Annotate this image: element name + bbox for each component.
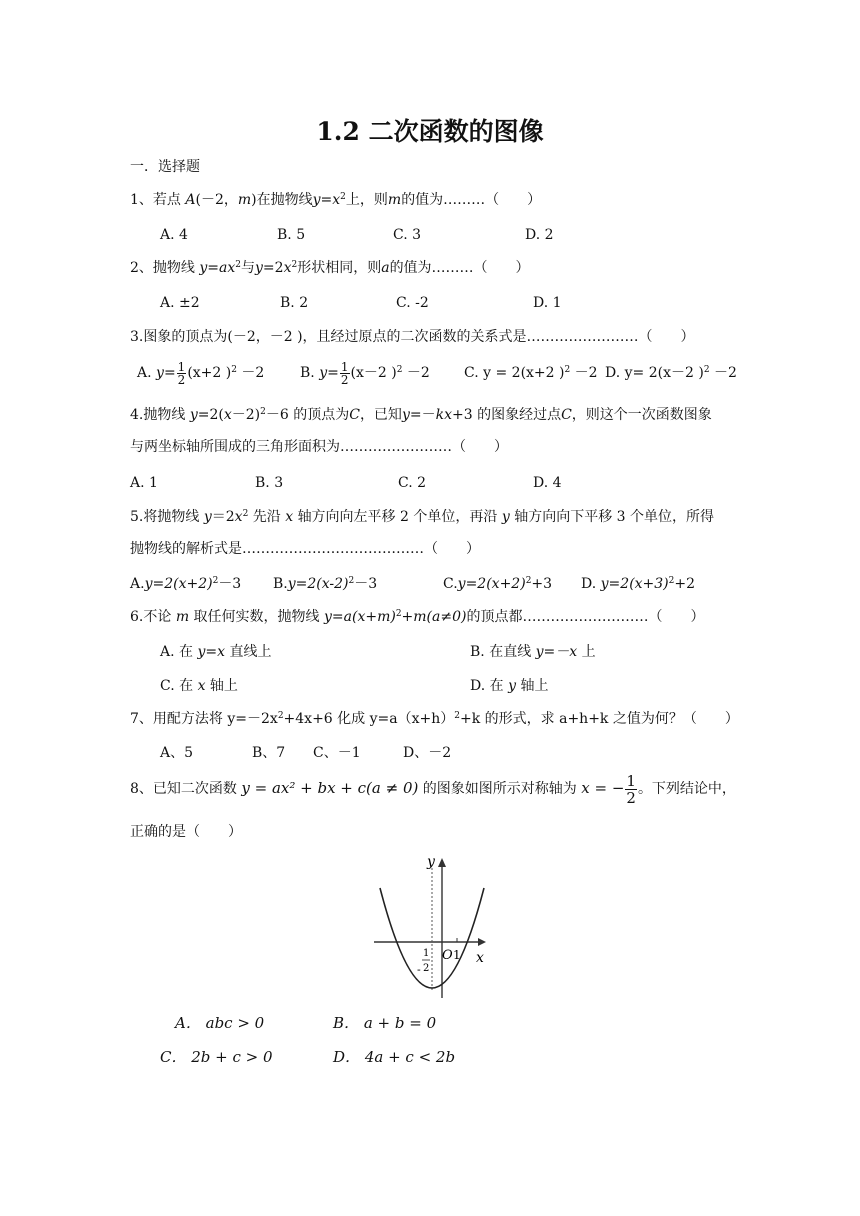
q5-t-b: y xyxy=(203,509,212,525)
q3-a-fraction xyxy=(177,361,187,386)
q4-option-d[interactable]: D. 4 xyxy=(533,475,562,491)
x-axis-label: x xyxy=(476,950,484,966)
q8-d-expr: 4a + c < 2b xyxy=(364,1048,456,1066)
q3-c-sq: 2 xyxy=(564,365,571,375)
q7-option-a[interactable]: A、5 xyxy=(160,745,194,761)
q5-b-sq: 2 xyxy=(348,576,355,586)
q3-b-num: 1 xyxy=(340,359,349,374)
q7-t-d: 2 xyxy=(454,711,460,721)
q5-t-g: x xyxy=(285,509,294,525)
section-heading: 一．选择题 xyxy=(130,159,200,175)
question-8-line-1 xyxy=(130,770,736,807)
q5-c-tail: +3 xyxy=(531,576,553,592)
q7-t-e: +k 的形式，求 a+h+k 之值为何？（ ） xyxy=(459,711,739,727)
q8-t-a: 8、已知二次函数 xyxy=(130,781,237,797)
q4-t-h: C xyxy=(349,407,360,423)
q5-t-d: x xyxy=(234,509,243,525)
q5-a-pre: A. xyxy=(130,576,145,592)
q6-t-d: y=a(x+m) xyxy=(324,609,396,625)
q7-t-c: +4x+6 化成 y=a（x+h） xyxy=(283,711,455,727)
q5-b-tail: －3 xyxy=(354,576,378,592)
q2-option-a[interactable]: A. ±2 xyxy=(160,295,200,311)
q4-t-i: ，已知 xyxy=(359,407,402,423)
q5-t-c: ＝2 xyxy=(211,509,235,525)
parabola-figure xyxy=(360,850,500,1005)
q3-b-den: 2 xyxy=(340,372,349,387)
q5-d-sq: 2 xyxy=(668,576,675,586)
q1-exp: 2 xyxy=(340,192,346,202)
q8-axis-num: 1 xyxy=(626,771,636,790)
q2-text-a: 2、抛物线 xyxy=(130,260,195,276)
question-5-line-1 xyxy=(130,507,714,527)
question-4-line-1 xyxy=(130,405,712,425)
q6-option-a[interactable] xyxy=(160,642,271,662)
q7-option-c[interactable]: C、－1 xyxy=(313,745,361,761)
q8-a-expr: abc > 0 xyxy=(205,1014,265,1032)
q3-b-rest: (x－2 ) xyxy=(350,365,397,381)
q2-var-x: x xyxy=(283,260,292,276)
q5-d-tail: +2 xyxy=(674,576,696,592)
q8-d-label: D． xyxy=(333,1048,361,1066)
q3-a-num: 1 xyxy=(177,359,186,374)
q5-a-sq: 2 xyxy=(212,576,219,586)
q8-c-label: C． xyxy=(160,1048,187,1066)
question-5-line-2: 抛物线的解析式是…………………………………（ ） xyxy=(130,541,480,557)
q3-a-label: A. xyxy=(137,365,152,381)
q3-c-tail: －2 xyxy=(570,365,598,381)
q6-option-b[interactable] xyxy=(470,642,596,662)
q1-option-c[interactable]: C. 3 xyxy=(393,227,422,243)
q3-d-tail: －2 xyxy=(709,365,737,381)
question-7 xyxy=(130,709,739,729)
q8-option-a[interactable] xyxy=(175,1013,264,1033)
q2-text-d: 与 xyxy=(241,260,255,276)
q8-b-label: B． xyxy=(333,1014,360,1032)
q2-exp-1: 2 xyxy=(235,260,241,270)
y-axis-label: y xyxy=(427,854,435,870)
q5-option-b[interactable] xyxy=(273,574,377,594)
q2-var-y: y xyxy=(255,260,263,276)
q6-c-post: 轴上 xyxy=(205,678,238,694)
q6-a-pre: A. 在 xyxy=(160,644,198,660)
q5-c-sq: 2 xyxy=(525,576,532,586)
q3-c-label: C. xyxy=(464,365,479,381)
q4-t-m: +3 的图象经过点 xyxy=(451,407,562,423)
q4-t-a: 4.抛物线 xyxy=(130,407,186,423)
q1-option-b[interactable]: B. 5 xyxy=(277,227,306,243)
q4-option-c[interactable]: C. 2 xyxy=(398,475,427,491)
origin-label: O xyxy=(442,948,453,963)
q3-a-y: y xyxy=(156,365,164,381)
one-label: 1 xyxy=(453,948,461,962)
y-axis-arrow xyxy=(438,858,446,867)
q6-t-a: 6.不论 xyxy=(130,609,172,625)
q3-b-sq: 2 xyxy=(396,365,403,375)
q8-a-label: A． xyxy=(175,1014,201,1032)
q3-option-b[interactable] xyxy=(300,356,430,390)
q1-text-e: )在抛物线 xyxy=(251,192,313,208)
q8-axis-lhs: x = − xyxy=(581,779,625,797)
q5-option-a[interactable] xyxy=(130,574,241,594)
q6-d-var: y xyxy=(508,678,516,694)
q6-option-d[interactable] xyxy=(470,676,548,696)
q5-d-body: y=2(x+3) xyxy=(600,576,669,592)
q6-b-var: y=－x xyxy=(535,644,578,660)
q2-option-d[interactable]: D. 1 xyxy=(533,295,562,311)
question-8-line-2: 正确的是（ ） xyxy=(130,824,242,840)
question-2 xyxy=(130,258,530,278)
q4-t-l: kx xyxy=(435,407,452,423)
q1-var-m: m xyxy=(237,192,252,208)
q2-var-a: a xyxy=(381,260,390,276)
q6-t-b: m xyxy=(175,609,190,625)
q4-t-o: ，则这个一次函数图象 xyxy=(571,407,712,423)
q2-var-yax: y=ax xyxy=(199,260,236,276)
page-title: 1.2 二次函数的图像 xyxy=(316,117,544,146)
q7-option-d[interactable]: D、－2 xyxy=(403,745,452,761)
q4-option-b[interactable]: B. 3 xyxy=(255,475,284,491)
q3-option-c[interactable] xyxy=(464,363,598,383)
q2-option-c[interactable]: C. -2 xyxy=(396,295,429,311)
q6-t-e: 2 xyxy=(395,609,402,619)
q4-t-d: x xyxy=(223,407,232,423)
q3-a-rest: (x+2 ) xyxy=(187,365,232,381)
q4-t-j: y xyxy=(401,407,410,423)
q8-axis-fraction xyxy=(625,773,637,806)
q5-t-h: 轴方向向左平移 2 个单位，再沿 xyxy=(297,509,498,525)
q6-t-g: 的顶点都………………………（ ） xyxy=(466,609,705,625)
q8-option-c[interactable] xyxy=(160,1047,273,1067)
q8-formula: y = ax² + bx + c(a ≠ 0) xyxy=(241,779,419,797)
q4-option-a[interactable]: A. 1 xyxy=(130,475,158,491)
q8-c-expr: 2b + c > 0 xyxy=(191,1048,273,1066)
q4-t-c: =2( xyxy=(197,407,224,423)
q5-b-pre: B. xyxy=(273,576,288,592)
q4-t-k: =－ xyxy=(409,407,436,423)
question-3: 3.图象的顶点为(－2，－2 )，且经过原点的二次函数的关系式是……………………（ ） xyxy=(130,329,695,345)
q6-c-pre: C. 在 xyxy=(160,678,198,694)
q3-a-sq: 2 xyxy=(231,365,237,375)
q3-a-den: 2 xyxy=(177,372,186,387)
q6-c-var: x xyxy=(197,678,206,694)
q4-t-f: 2 xyxy=(260,407,266,417)
q6-t-f: +m(a≠0) xyxy=(401,609,467,625)
q3-a-tail: －2 xyxy=(236,365,265,381)
question-6 xyxy=(130,607,704,627)
q8-b-expr: a + b = 0 xyxy=(363,1014,437,1032)
neg-half-sign: - xyxy=(417,963,421,976)
q5-b-body: y=2(x-2) xyxy=(287,576,349,592)
q5-option-c[interactable] xyxy=(443,574,552,594)
q7-t-b: 2 xyxy=(277,711,284,721)
question-4-line-2: 与两坐标轴所围成的三角形面积为……………………（ ） xyxy=(130,439,508,455)
q8-t-b: 的图象如图所示对称轴为 xyxy=(422,781,577,797)
q3-d-sq: 2 xyxy=(703,365,710,375)
q6-b-pre: B. 在直线 xyxy=(470,644,536,660)
q6-b-post: 上 xyxy=(577,644,596,660)
q6-option-c[interactable] xyxy=(160,676,238,696)
q4-t-n: C xyxy=(561,407,572,423)
q6-a-post: 直线上 xyxy=(225,644,272,660)
q4-t-e: －2) xyxy=(231,407,261,423)
q1-option-d[interactable]: D. 2 xyxy=(525,227,554,243)
q3-b-label: B. xyxy=(300,365,315,381)
q8-option-d[interactable] xyxy=(333,1047,455,1067)
q6-a-var: y=x xyxy=(197,644,226,660)
q8-t-c: 。下列结论中， xyxy=(637,781,736,797)
q1-option-a[interactable]: A. 4 xyxy=(160,227,188,243)
q5-t-j: 轴方向向下平移 3 个单位，所得 xyxy=(514,509,715,525)
q1-text-a: 1、若点 xyxy=(130,192,181,208)
question-1 xyxy=(130,190,541,210)
q5-option-d[interactable] xyxy=(581,574,695,594)
q2-text-f: =2 xyxy=(262,260,284,276)
q1-text-h: 上，则 xyxy=(345,192,388,208)
q1-text-j: 的值为………（ ） xyxy=(401,192,542,208)
q4-t-b: y xyxy=(189,407,198,423)
q2-option-b[interactable]: B. 2 xyxy=(280,295,309,311)
q5-a-tail: －3 xyxy=(218,576,242,592)
x-axis-arrow xyxy=(478,938,486,946)
q6-d-post: 轴上 xyxy=(516,678,549,694)
q3-b-tail: －2 xyxy=(402,365,430,381)
q5-t-f: 先沿 xyxy=(252,509,281,525)
q3-b-eq: = xyxy=(327,365,339,381)
neg-half-den: 2 xyxy=(423,963,430,974)
q7-t-a: 7、用配方法将 y=－2x xyxy=(130,711,278,727)
q3-b-y: y xyxy=(319,365,328,381)
q1-var-a: A xyxy=(185,192,196,208)
q7-option-b[interactable]: B、7 xyxy=(252,745,286,761)
q5-t-i: y xyxy=(501,509,510,525)
q3-d-label: D. xyxy=(605,365,621,381)
q3-c-body: y = 2(x+2 ) xyxy=(483,365,565,381)
q2-text-i: 形状相同，则 xyxy=(297,260,382,276)
q1-var-yx: y=x xyxy=(312,192,341,208)
q3-option-a[interactable] xyxy=(137,356,264,390)
q6-d-pre: D. 在 xyxy=(470,678,509,694)
q8-option-b[interactable] xyxy=(333,1013,436,1033)
q5-t-a: 5.将抛物线 xyxy=(130,509,200,525)
q8-axis-den: 2 xyxy=(626,788,636,807)
q1-var-m2: m xyxy=(387,192,402,208)
q3-d-body: y= 2(x－2 ) xyxy=(624,365,704,381)
neg-half-num: 1 xyxy=(423,948,430,959)
q3-b-fraction xyxy=(340,361,350,386)
q5-t-e: 2 xyxy=(242,509,249,519)
q5-d-pre: D. xyxy=(581,576,601,592)
q5-a-body: y=2(x+2) xyxy=(144,576,213,592)
q3-a-eq: = xyxy=(163,365,176,381)
q5-c-body: y=2(x+2) xyxy=(457,576,526,592)
q1-text-c: (－2， xyxy=(195,192,238,208)
q5-c-pre: C. xyxy=(443,576,458,592)
q3-option-d[interactable] xyxy=(605,363,737,383)
figure-axes xyxy=(374,858,486,998)
q4-t-g: －6 的顶点为 xyxy=(265,407,350,423)
q2-text-k: 的值为………（ ） xyxy=(389,260,530,276)
q2-exp-2: 2 xyxy=(291,260,298,270)
q6-t-c: 取任何实数，抛物线 xyxy=(193,609,320,625)
